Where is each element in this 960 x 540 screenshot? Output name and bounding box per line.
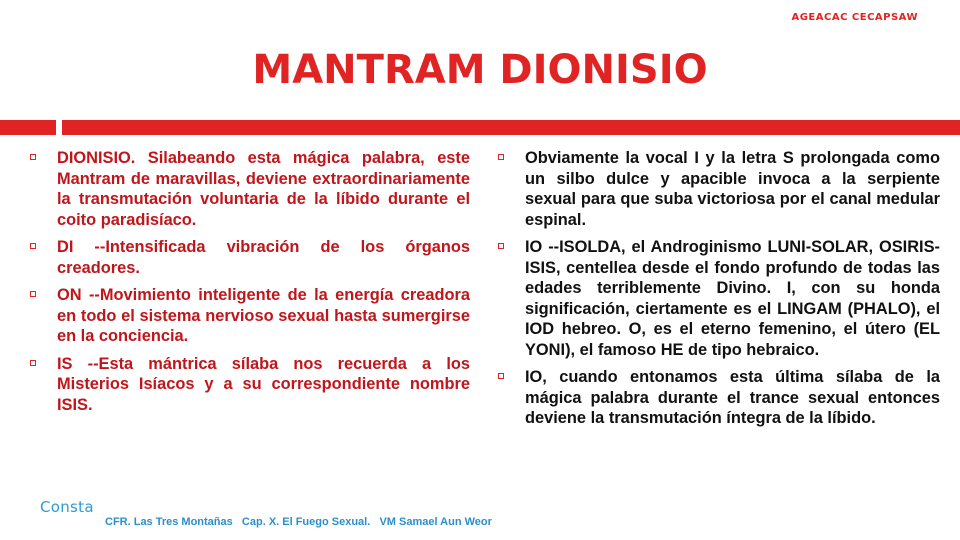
right-bullet-list bbox=[498, 148, 940, 436]
list-item bbox=[30, 237, 470, 278]
title-rule-left bbox=[0, 120, 56, 135]
square-bullet-icon bbox=[30, 360, 36, 366]
list-item-text: IO --ISOLDA, el Androginismo LUNI-SOLAR, OSIRIS-ISIS, centellea desde el fondo profundo de todas las edades terriblemente Divino. I, con su honda significación, ciertamente es el LINGAM (PHALO), el IOD hebreo. O, es el eterno femenino, el útero (EL YONI), el famoso HE de tipo hebraico. bbox=[525, 238, 940, 359]
square-bullet-icon bbox=[498, 243, 504, 249]
list-item bbox=[498, 367, 940, 429]
page-title: MANTRAM DIONISIO bbox=[252, 47, 708, 93]
square-bullet-icon bbox=[30, 154, 36, 160]
list-item bbox=[498, 148, 940, 230]
list-item-text: IS --Esta mántrica sílaba nos recuerda a los Misterios Isíacos y a su correspondiente nombre ISIS. bbox=[57, 354, 470, 414]
square-bullet-icon bbox=[30, 291, 36, 297]
list-item-text: Obviamente la vocal I y la letra S prolongada como un silbo dulce y apacible invoca a la serpiente sexual para que suba victoriosa por el canal medular espinal. bbox=[525, 149, 940, 229]
square-bullet-icon bbox=[498, 154, 504, 160]
top-label: AGEACAC CECAPSAW bbox=[791, 12, 918, 23]
square-bullet-icon bbox=[30, 243, 36, 249]
list-item bbox=[30, 148, 470, 230]
list-item-text: ON --Movimiento inteligente de la energía creadora en todo el sistema nervioso sexual hasta sumergirse en la conciencia. bbox=[57, 286, 470, 345]
list-item-text: IO, cuando entonamos esta última sílaba de la mágica palabra durante el trance sexual entonces deviene la transmutación íntegra de la líbido. bbox=[525, 368, 940, 427]
left-bullet-list bbox=[30, 148, 470, 422]
list-item-text: DI --Intensificada vibración de los órganos creadores. bbox=[57, 238, 470, 277]
consta-label: Consta bbox=[40, 498, 94, 516]
footer-citation: CFR. Las Tres Montañas Cap. X. El Fuego Sexual. VM Samael Aun Weor bbox=[105, 516, 492, 528]
list-item bbox=[30, 285, 470, 347]
title-rule-right bbox=[62, 120, 960, 135]
list-item bbox=[498, 237, 940, 360]
list-item bbox=[30, 354, 470, 416]
list-item-text: DIONISIO. Silabeando esta mágica palabra, este Mantram de maravillas, deviene extraordinariamente la transmutación voluntaria de la líbido durante el coito paradisíaco. bbox=[57, 149, 470, 229]
square-bullet-icon bbox=[498, 373, 504, 379]
